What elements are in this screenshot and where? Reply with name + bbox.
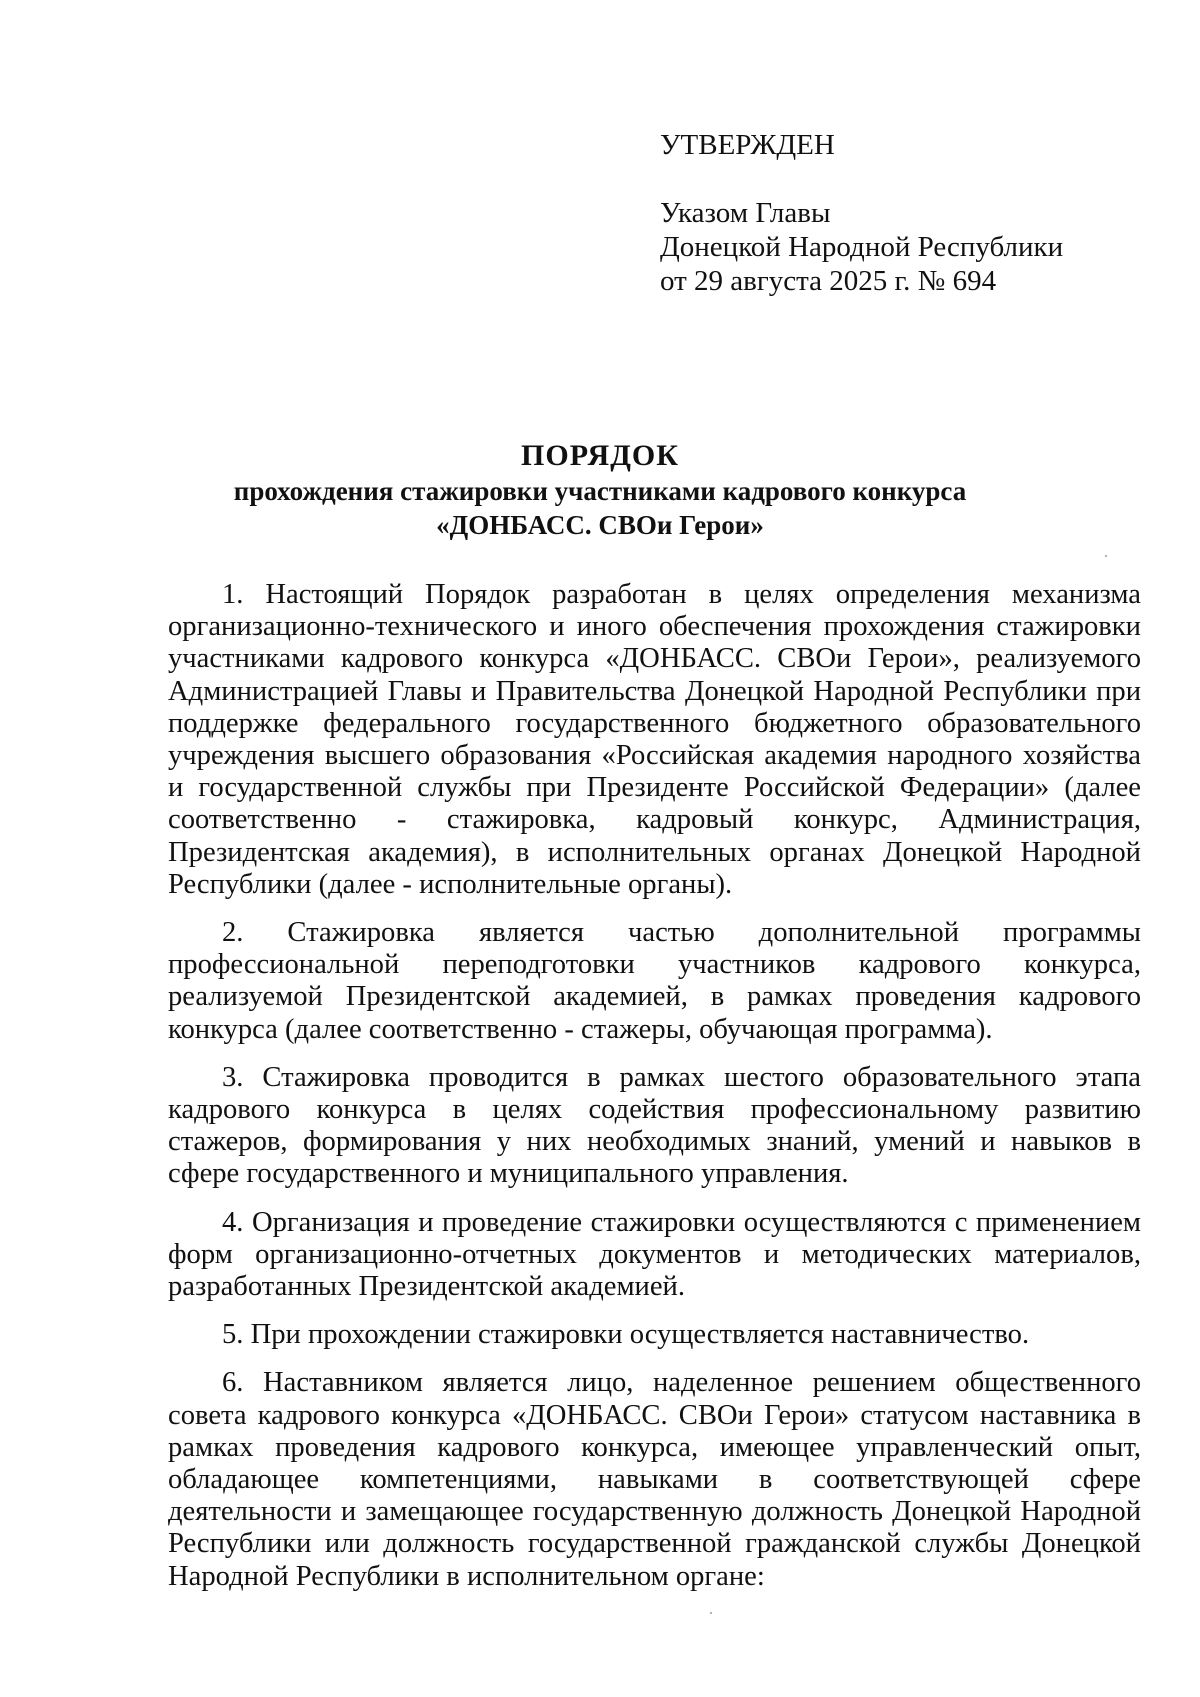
document-title: ПОРЯДОК <box>521 439 679 472</box>
document-subtitle-line-2: «ДОНБАСС. СВОи Герои» <box>436 510 764 540</box>
approval-stamp-block <box>660 128 1140 298</box>
paragraph-3: 3. Стажировка проводится в рамках шестого образовательного этапа кадрового конкурса в целях содействия профессиональному развитию стажеров, формирования у них необходимых знаний, умений и навыков в сфере государственного и муниципального управления. <box>168 1061 1141 1190</box>
approval-republic-line: Донецкой Народной Республики <box>660 231 1064 263</box>
document-subtitle-line-1: прохождения стажировки участниками кадрового конкурса <box>233 476 967 506</box>
approved-heading: УТВЕРЖДЕН <box>660 129 835 161</box>
paragraph-5: 5. При прохождении стажировки осуществляется наставничество. <box>222 1319 1030 1351</box>
approval-date-number-line: от 29 августа 2025 г. № 694 <box>660 265 997 297</box>
scan-speck <box>1105 555 1107 557</box>
document-title-block <box>0 438 1200 542</box>
approval-decree-line: Указом Главы <box>660 197 831 229</box>
paragraph-6: 6. Наставником является лицо, наделенное решением общественного совета кадрового конкурса «ДОНБАСС. СВОи Герои» статусом наставника в рамках проведения кадрового конкурса, имеющее управленческий опыт, обладающее компетенциями, навыками в соответствующей сфере деятельности и замещающее государственную должность Донецкой Народной Республики или должность государственной гражданской службы Донецкой Народной Республики в исполнительном органе: <box>168 1367 1141 1592</box>
paragraph-1: 1. Настоящий Порядок разработан в целях определения механизма организационно-технического и иного обеспечения прохождения стажировки участниками кадрового конкурса «ДОНБАСС. СВОи Герои», реализуемого Администрацией Главы и Правительства Донецкой Народной Республики при поддержке федерального государственного бюджетного образовательного учреждения высшего образования «Российская академия народного хозяйства и государственной службы при Президенте Российской Федерации» (далее соответственно - стажировка, кадровый конкурс, Администрация, Президентская академия), в исполнительных органах Донецкой Народной Республики (далее - исполнительные органы). <box>168 579 1141 900</box>
scan-speck <box>710 1612 712 1614</box>
paragraph-4: 4. Организация и проведение стажировки осуществляются с применением форм организационно-отчетных документов и методических материалов, разработанных Президентской академией. <box>168 1206 1141 1303</box>
paragraph-2: 2. Стажировка является частью дополнительной программы профессиональной переподготовки участников кадрового конкурса, реализуемой Президентской академией, в рамках проведения кадрового конкурса (далее соответственно - стажеры, обучающая программа). <box>168 917 1141 1045</box>
document-body <box>168 579 1141 1609</box>
